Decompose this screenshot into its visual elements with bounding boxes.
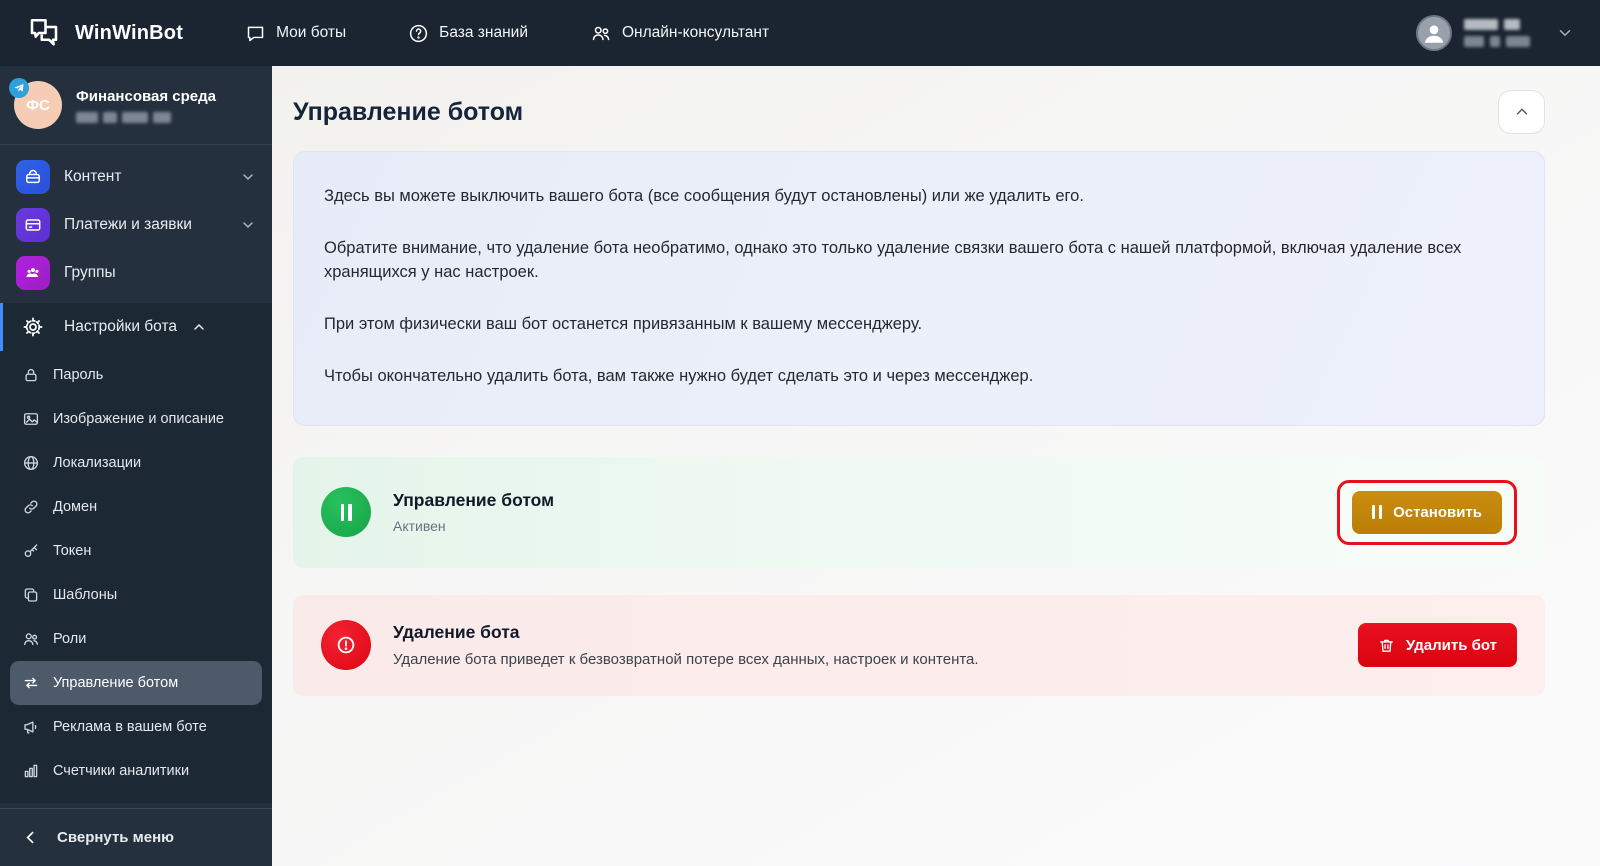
chevron-up-icon bbox=[1513, 103, 1531, 121]
key-icon bbox=[22, 542, 40, 560]
content-box-icon bbox=[16, 160, 50, 194]
sidebar-item-groups-label: Группы bbox=[64, 264, 116, 281]
groups-icon bbox=[16, 256, 50, 290]
page-title: Управление ботом bbox=[293, 98, 524, 126]
bot-subtitle-redacted bbox=[76, 112, 216, 123]
lock-icon bbox=[22, 366, 40, 384]
brand-logo[interactable] bbox=[26, 15, 183, 51]
user-menu[interactable] bbox=[1416, 15, 1574, 51]
collapse-panel-button[interactable] bbox=[1498, 90, 1545, 134]
templates-icon bbox=[22, 586, 40, 604]
sidebar-item-groups[interactable] bbox=[0, 249, 272, 297]
user-avatar bbox=[1416, 15, 1452, 51]
nav-online-consultant-label: Онлайн-консультант bbox=[621, 24, 770, 41]
payments-card-icon bbox=[16, 208, 50, 242]
delete-bot-button-label: Удалить бот bbox=[1405, 636, 1497, 654]
status-badge: Активен bbox=[393, 518, 446, 535]
bot-control-icon bbox=[22, 674, 40, 692]
bot-settings-submenu bbox=[0, 351, 272, 803]
delete-card-description: Удаление бота приведет к безвозвратной потере всех данных, настроек и контента. bbox=[393, 651, 979, 669]
info-paragraph: При этом физически ваш бот останется привязанным к вашему мессенджеру. bbox=[324, 314, 923, 333]
link-icon bbox=[22, 498, 40, 516]
status-card-title: Управление ботом bbox=[393, 490, 555, 511]
top-navigation bbox=[0, 0, 1600, 66]
bot-name: Финансовая среда bbox=[76, 87, 216, 105]
question-circle-icon bbox=[408, 23, 429, 44]
sidebar-item-ads-label: Реклама в вашем боте bbox=[53, 719, 207, 735]
bot-status-card bbox=[293, 457, 1545, 568]
chevron-down-icon bbox=[240, 169, 256, 185]
roles-icon bbox=[22, 630, 40, 648]
pause-icon bbox=[1372, 505, 1382, 519]
delete-bot-button[interactable] bbox=[1358, 623, 1517, 667]
info-paragraph: Обратите внимание, что удаление бота необратимо, однако это только удаление связки вашего бота с нашей платформой, включая удаление всех хранящихся у нас настроек. bbox=[324, 238, 1462, 281]
stop-bot-button[interactable] bbox=[1352, 491, 1502, 534]
info-paragraph: Чтобы окончательно удалить бота, вам также нужно будет сделать это и через мессенджер. bbox=[324, 366, 1034, 385]
sidebar-item-roles[interactable] bbox=[10, 617, 262, 661]
sidebar-item-password-label: Пароль bbox=[53, 367, 104, 383]
chevron-down-icon bbox=[1556, 24, 1574, 42]
sidebar-item-bot-settings-label: Настройки бота bbox=[64, 318, 178, 335]
sidebar-item-bot-settings[interactable] bbox=[0, 303, 272, 351]
brand-name: WinWinBot bbox=[75, 21, 184, 44]
alert-icon bbox=[321, 620, 371, 670]
bot-settings-section bbox=[0, 303, 272, 803]
sidebar-item-token[interactable] bbox=[10, 529, 262, 573]
bot-avatar bbox=[14, 81, 62, 129]
sidebar-item-image-description[interactable] bbox=[10, 397, 262, 441]
winwinbot-logo-icon bbox=[26, 15, 62, 51]
telegram-badge-icon bbox=[9, 78, 29, 98]
bot-switcher[interactable] bbox=[0, 66, 272, 145]
nav-knowledge-base-label: База знаний bbox=[439, 24, 528, 41]
analytics-icon bbox=[22, 762, 40, 780]
topnav-menu bbox=[245, 22, 769, 44]
sidebar-item-token-label: Токен bbox=[53, 543, 92, 559]
image-icon bbox=[22, 410, 40, 428]
sidebar-item-analytics-label: Счетчики аналитики bbox=[53, 763, 190, 779]
sidebar-item-roles-label: Роли bbox=[53, 631, 87, 647]
nav-my-bots[interactable] bbox=[245, 23, 346, 44]
sidebar-item-templates-label: Шаблоны bbox=[53, 587, 118, 603]
collapse-menu-label: Свернуть меню bbox=[57, 829, 174, 846]
bot-initials: ФС bbox=[26, 96, 50, 114]
delete-card-title: Удаление бота bbox=[393, 622, 520, 643]
sidebar-item-domain-label: Домен bbox=[53, 499, 98, 515]
user-name-redacted bbox=[1464, 19, 1530, 47]
sidebar-item-localizations-label: Локализации bbox=[53, 455, 142, 471]
collapse-menu-button[interactable] bbox=[0, 808, 272, 866]
sidebar bbox=[0, 66, 272, 866]
sidebar-item-ads[interactable] bbox=[10, 705, 262, 749]
sidebar-item-bot-management[interactable] bbox=[10, 661, 262, 705]
trash-icon bbox=[1378, 637, 1395, 654]
sidebar-item-content[interactable] bbox=[0, 153, 272, 201]
red-highlight-annotation bbox=[1337, 480, 1517, 545]
chat-bubble-icon bbox=[245, 23, 266, 44]
sidebar-item-password[interactable] bbox=[10, 353, 262, 397]
gear-icon bbox=[16, 310, 50, 344]
bot-delete-card bbox=[293, 595, 1545, 696]
sidebar-item-payments-label: Платежи и заявки bbox=[64, 216, 192, 233]
chevron-up-icon bbox=[191, 319, 207, 335]
stop-bot-button-label: Остановить bbox=[1393, 503, 1482, 521]
sidebar-item-domain[interactable] bbox=[10, 485, 262, 529]
sidebar-item-image-description-label: Изображение и описание bbox=[53, 411, 224, 427]
sidebar-item-analytics[interactable] bbox=[10, 749, 262, 793]
chevron-down-icon bbox=[240, 217, 256, 233]
chevron-left-icon bbox=[22, 829, 39, 846]
sidebar-item-content-label: Контент bbox=[64, 168, 122, 185]
sidebar-item-bot-management-label: Управление ботом bbox=[53, 675, 179, 691]
info-paragraph: Здесь вы можете выключить вашего бота (все сообщения будут остановлены) или же удалить его. bbox=[324, 187, 1084, 205]
megaphone-icon bbox=[22, 718, 40, 736]
sidebar-item-localizations[interactable] bbox=[10, 441, 262, 485]
info-panel bbox=[293, 151, 1545, 426]
nav-online-consultant[interactable] bbox=[590, 22, 769, 44]
globe-icon bbox=[22, 454, 40, 472]
sidebar-item-templates[interactable] bbox=[10, 573, 262, 617]
nav-knowledge-base[interactable] bbox=[408, 23, 528, 44]
main-content bbox=[272, 66, 1600, 866]
sidebar-item-payments[interactable] bbox=[0, 201, 272, 249]
people-icon bbox=[590, 22, 612, 44]
pause-status-icon bbox=[321, 487, 371, 537]
nav-my-bots-label: Мои боты bbox=[276, 24, 347, 41]
